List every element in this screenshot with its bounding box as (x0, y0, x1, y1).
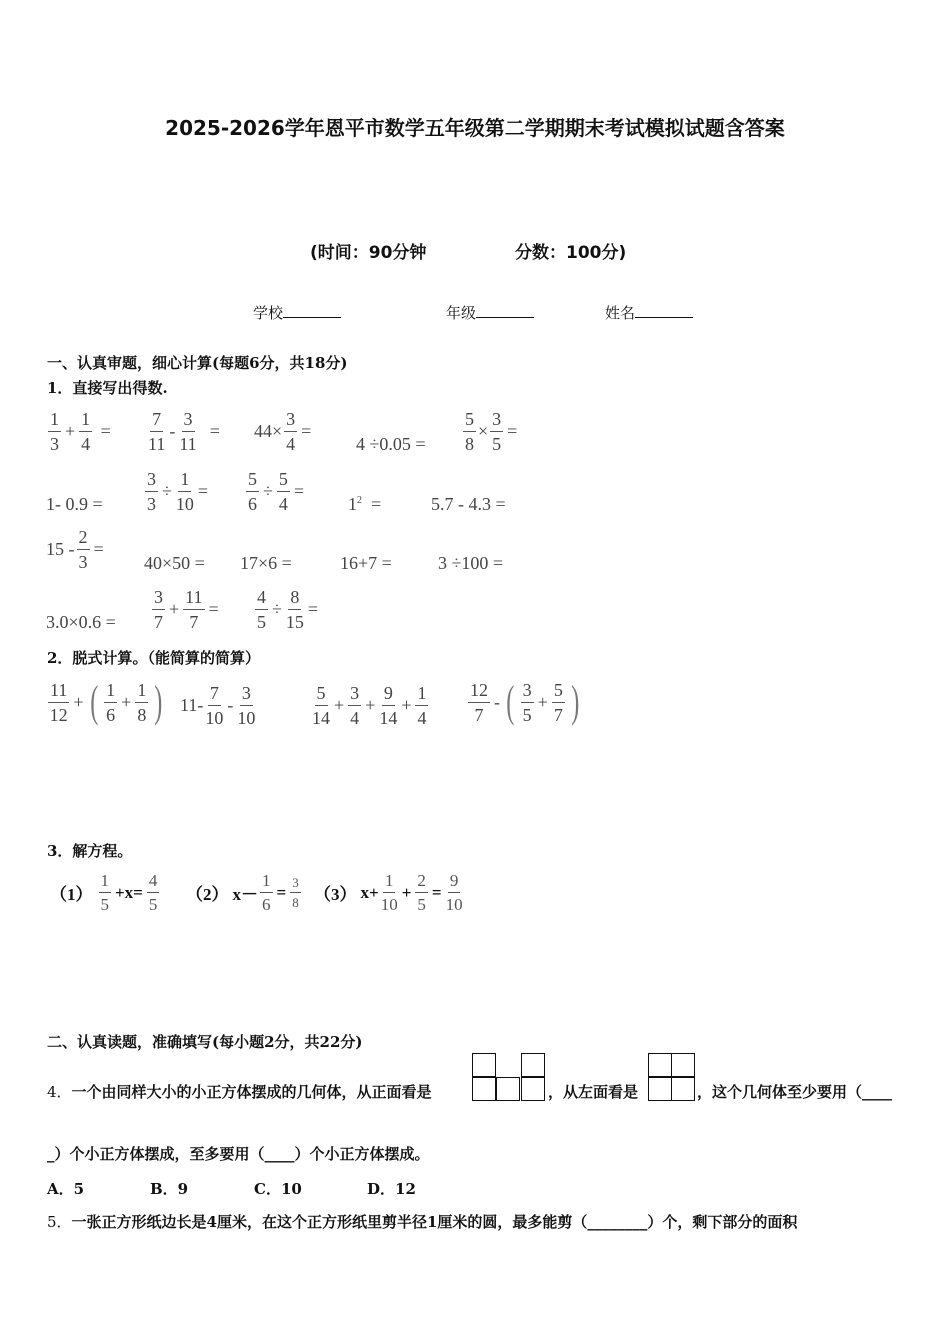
fraction: $\frac{3}{5}$ (492, 409, 502, 454)
question-2-label: 2．脱式计算。（能简算的简算） (47, 649, 260, 667)
fraction: $\frac{3}{11}$ (179, 409, 197, 454)
exam-time: (时间：90分钟 (310, 243, 427, 263)
fraction: 7 11 (148, 409, 166, 454)
fraction: 1 6 (106, 679, 116, 725)
fraction: $\frac{5}{7}$ (553, 679, 563, 725)
exam-score: 分数：100分) (515, 243, 627, 263)
equation-3: （3） x+ $\frac{1}{10}$ + $\frac{2}{5}$ = $\frac{9}{10}$ (314, 871, 463, 914)
question-4-part-b: ，从左面看是 (548, 1083, 639, 1101)
expr-1: 11 12 + ( 1 6 + $\frac{1}{8}$ ) (49, 677, 163, 726)
name-field (605, 302, 693, 323)
school-label: 学校 (253, 304, 284, 322)
grade-label: 年级 (446, 304, 477, 322)
fraction: $\frac{9}{10}$ (445, 871, 463, 914)
equation-2: （2） x－ $\frac{1}{6}$ = $\frac{3}{8}$ (186, 871, 299, 914)
fraction: $\frac{1}{10}$ (380, 871, 398, 914)
calc-11: 15 - $\frac{2}{3}$ = (46, 527, 104, 572)
fraction: $\frac{4}{5}$ (148, 871, 158, 914)
calc-10: 5.7 - 4.3 = (431, 494, 506, 514)
expr-3: 5 14 + $\frac{3}{4}$ + $\frac{9}{14}$ + $\frac{1}{4}$ (312, 683, 427, 728)
equation-3-label: （3） (314, 885, 357, 904)
equation-2-label: （2） (186, 885, 229, 904)
question-5-text (47, 1211, 797, 1232)
fraction: $\frac{3}{4}$ (286, 409, 296, 454)
fraction: $\frac{3}{3}$ (147, 469, 156, 514)
calc-8: $\frac{5}{6}$ ÷ $\frac{5}{4}$ = (248, 469, 305, 514)
name-blank (635, 303, 693, 318)
calc-17: 3 7 + $\frac{11}{7}$ = (154, 587, 219, 632)
question-1-label: 1．直接写出得数. (47, 379, 168, 397)
fraction: $\frac{2}{3}$ (78, 527, 88, 572)
square-cell (496, 1077, 520, 1101)
question-4-part-a: 一个由同样大小的小正方体摆成的几何体，从正面看是 (71, 1083, 432, 1101)
question-4-part-c: ，这个几何体至少要用（____ (697, 1083, 893, 1101)
fraction: $\frac{3}{4}$ (350, 683, 360, 728)
calc-4: 4 ÷0.05 = (356, 434, 426, 454)
expr-2: 11- 7 10 - 3 10 (180, 683, 256, 728)
fraction: $\frac{5}{6}$ (248, 469, 257, 514)
fraction: 3 10 (237, 683, 256, 728)
square-cell (648, 1077, 672, 1101)
calc-5: $\frac{5}{8}$ × $\frac{3}{5}$ = (465, 409, 518, 454)
square-cell (472, 1053, 496, 1077)
fraction: $\frac{9}{14}$ (379, 683, 398, 728)
fraction: 1 3 (50, 409, 59, 454)
calc-13: 17×6 = (240, 553, 292, 573)
fraction: $\frac{1}{8}$ (137, 679, 147, 725)
fraction: $\frac{11}{7}$ (185, 587, 203, 632)
grade-blank (476, 303, 534, 318)
calc-14: 16+7 = (340, 553, 392, 573)
fraction: $\frac{5}{8}$ (465, 409, 474, 454)
fraction: $\frac{5}{4}$ (278, 469, 288, 514)
option-b: B．9 (150, 1180, 189, 1198)
fraction: $\frac{4}{5}$ (257, 587, 266, 632)
square-cell (521, 1077, 545, 1101)
fraction: 11 12 (49, 679, 68, 725)
calc-2: 7 11 - $\frac{3}{11}$ = (148, 409, 220, 454)
equation-1-label: （1） (50, 885, 93, 904)
section-2-heading: 二、认真读题，准确填写(每小题2分，共22分) (47, 1033, 363, 1051)
option-a: A．5 (47, 1180, 85, 1198)
fraction: $\frac{2}{5}$ (417, 871, 426, 914)
question-5-body: 一张正方形纸边长是4厘米，在这个正方形纸里剪半径1厘米的圆，最多能剪（________）个，剩下部分的面积 (71, 1213, 798, 1231)
fraction: 12 7 (470, 679, 488, 725)
calc-18: $\frac{4}{5}$ ÷ $\frac{8}{15}$ = (257, 587, 319, 632)
question-4-number: 4． (47, 1083, 72, 1101)
calc-9: $1^2$ = (348, 494, 382, 514)
square-cell (671, 1053, 695, 1077)
page-title: 2025-2026学年恩平市数学五年级第二学期期末考试模拟试题含答案 (165, 116, 785, 140)
question-4-line-2: _）个小正方体摆成，至多要用（____）个小正方体摆成。 (47, 1145, 430, 1163)
question-4-text-a (47, 1081, 432, 1102)
fraction: 5 14 (312, 683, 330, 728)
calc-12: 40×50 = (144, 553, 205, 573)
fraction: 7 10 (205, 683, 224, 728)
fraction: $\frac{1}{4}$ (417, 683, 427, 728)
square-cell (671, 1077, 695, 1101)
square-cell (472, 1077, 496, 1101)
fraction: $\frac{1}{10}$ (175, 469, 194, 514)
option-c: C．10 (254, 1180, 302, 1198)
fraction: $\frac{1}{4}$ (81, 409, 91, 454)
fraction: 3 7 (154, 587, 163, 632)
calc-6: 1- 0.9 = (46, 494, 103, 514)
option-d: D．12 (367, 1180, 416, 1198)
question-3-label: 3．解方程。 (47, 842, 133, 860)
section-1-heading: 一、认真审题，细心计算(每题6分，共18分) (47, 354, 348, 372)
fraction: $\frac{1}{6}$ (262, 871, 271, 914)
calc-3: 44× $\frac{3}{4}$ = (254, 409, 312, 454)
calc-1: 1 3 + $\frac{1}{4}$ = (50, 409, 111, 454)
fraction: $\frac{3}{8}$ (292, 875, 299, 910)
fraction: 1 5 (100, 871, 109, 914)
calc-15: 3 ÷100 = (438, 553, 504, 573)
school-blank (283, 303, 341, 318)
square-cell (521, 1053, 545, 1077)
calc-16: 3.0×0.6 = (46, 612, 116, 632)
expr-4: 12 7 - ( 3 5 + $\frac{5}{7}$ ) (470, 677, 580, 726)
square-cell (648, 1053, 672, 1077)
question-5-number: 5． (47, 1213, 72, 1231)
calc-7: $\frac{3}{3}$ ÷ $\frac{1}{10}$ = (147, 469, 209, 514)
name-label: 姓名 (605, 304, 636, 322)
fraction: $\frac{8}{15}$ (285, 587, 304, 632)
school-field (253, 302, 341, 323)
equation-1: （1） 1 5 +x= $\frac{4}{5}$ (50, 871, 158, 914)
fraction: 3 5 (522, 679, 532, 725)
grade-field (446, 302, 534, 323)
